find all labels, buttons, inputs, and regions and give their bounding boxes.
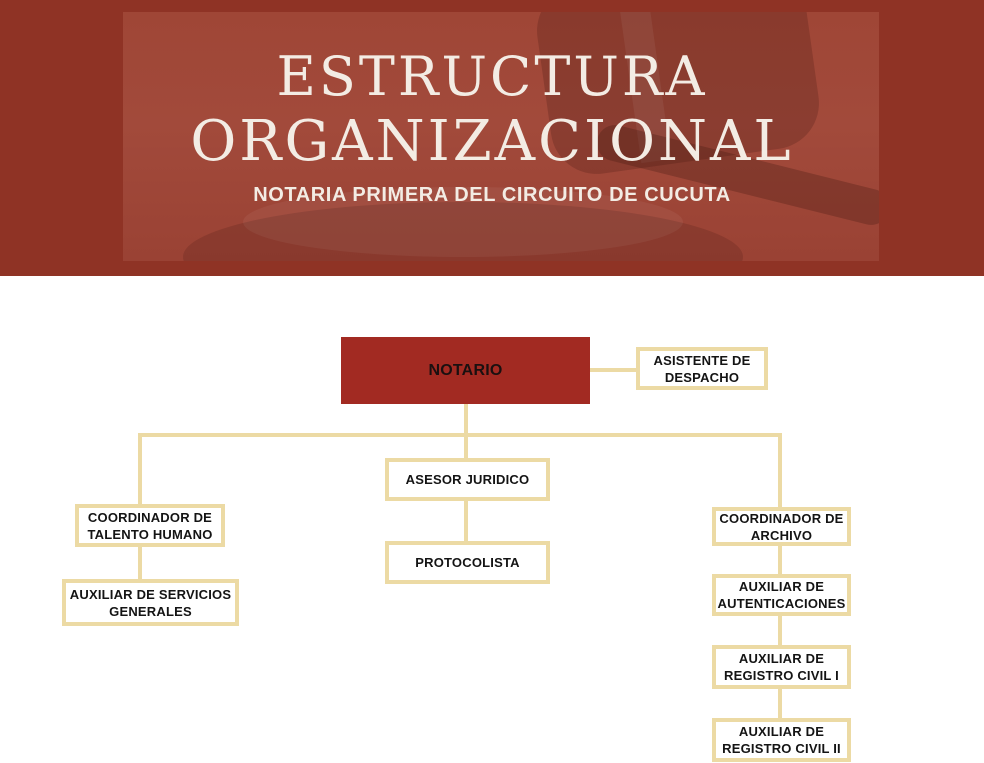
- org-box-auxiliar-registro-civil-1: AUXILIAR DE REGISTRO CIVIL I: [712, 645, 851, 689]
- org-box-coordinador-talento-humano: COORDINADOR DE TALENTO HUMANO: [75, 504, 225, 547]
- org-box-coordinador-archivo: COORDINADOR DE ARCHIVO: [712, 507, 851, 546]
- org-box-asesor-juridico: ASESOR JURIDICO: [385, 458, 550, 501]
- org-box-auxiliar-autenticaciones: AUXILIAR DE AUTENTICACIONES: [712, 574, 851, 616]
- page-title-line-2: ORGANIZACIONAL: [190, 109, 794, 174]
- org-box-protocolista: PROTOCOLISTA: [385, 541, 550, 584]
- page-subtitle: NOTARIA PRIMERA DEL CIRCUITO DE CUCUTA: [253, 184, 731, 206]
- page-title-line-1: ESTRUCTURA: [276, 45, 708, 108]
- org-box-auxiliar-registro-civil-2: AUXILIAR DE REGISTRO CIVIL II: [712, 718, 851, 762]
- org-box-asistente-despacho: ASISTENTE DE DESPACHO: [636, 347, 768, 390]
- org-box-notario: NOTARIO: [341, 337, 590, 404]
- org-box-auxiliar-servicios-generales: AUXILIAR DE SERVICIOS GENERALES: [62, 579, 239, 626]
